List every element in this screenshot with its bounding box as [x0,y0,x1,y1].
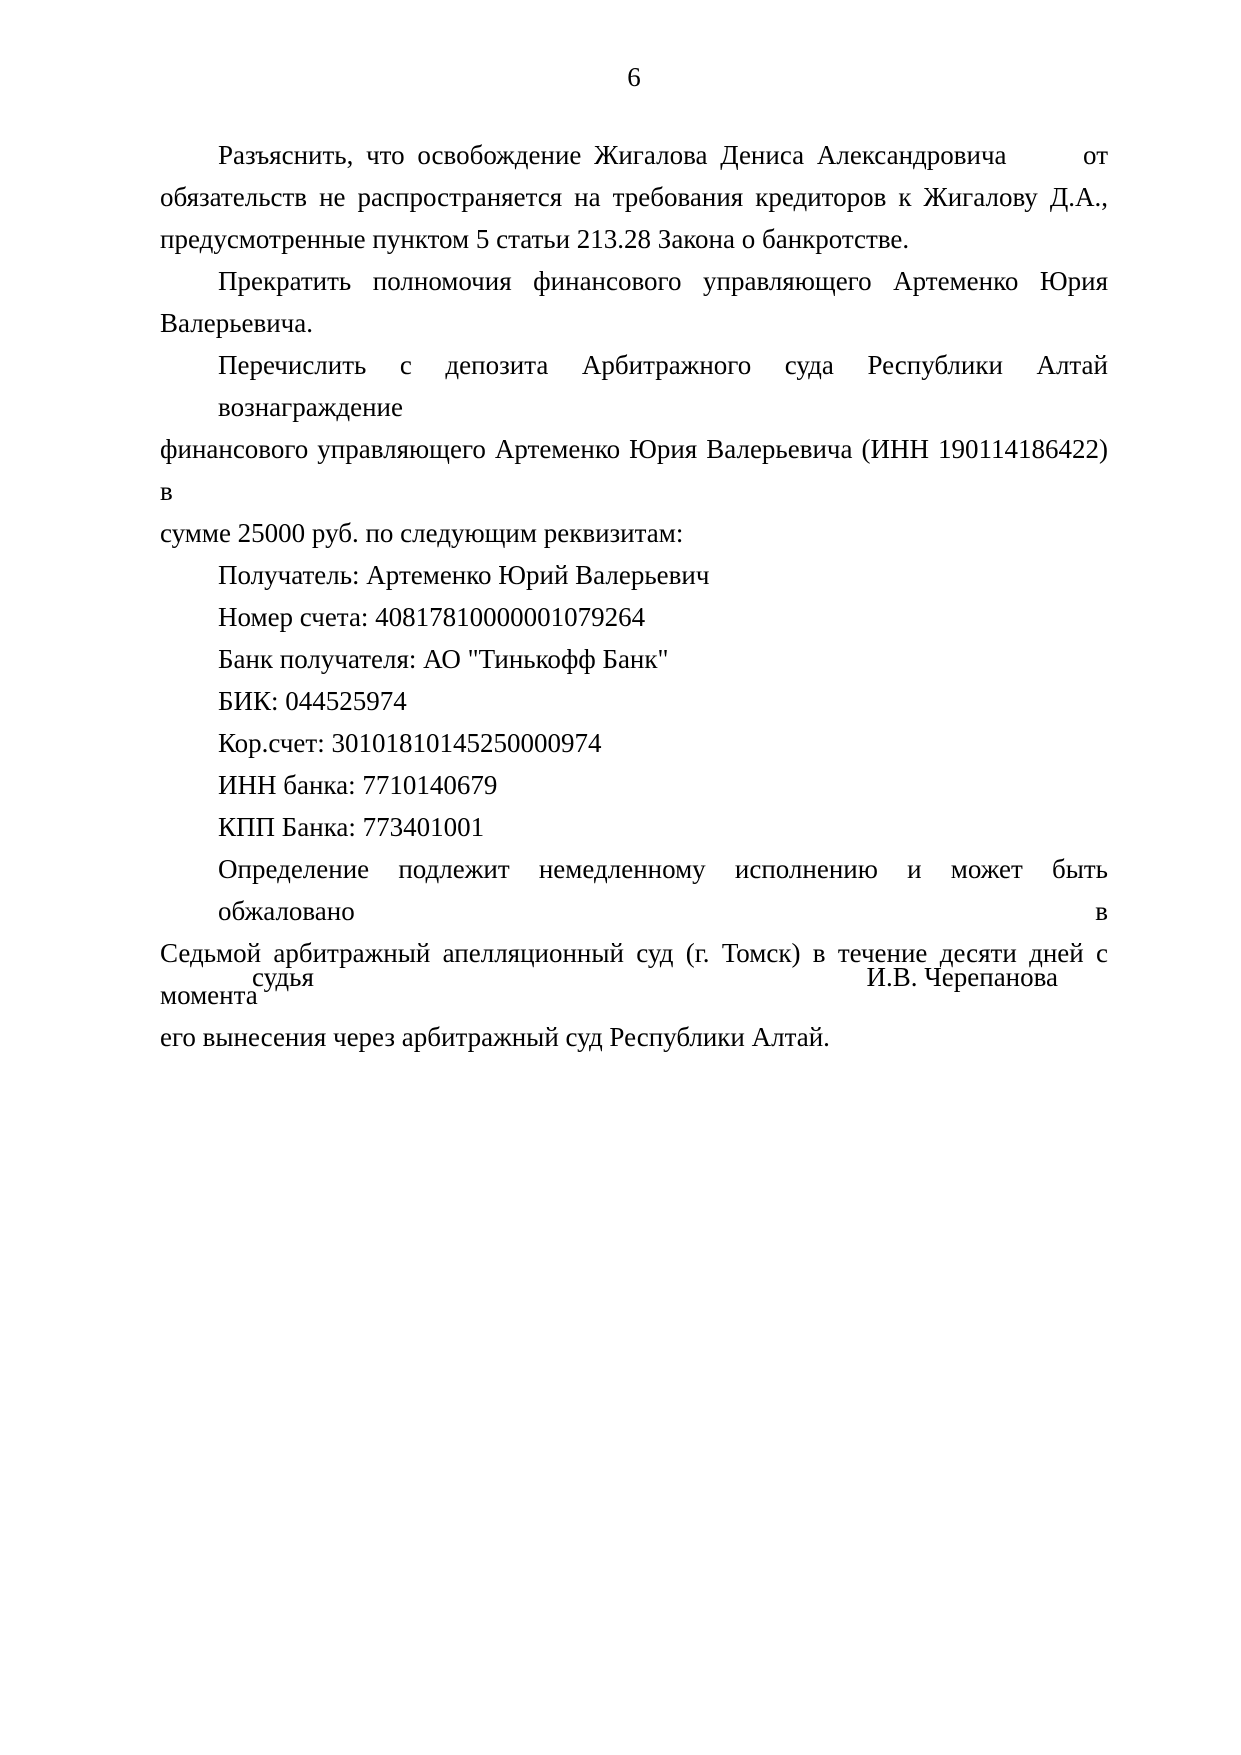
document-body [160,134,1108,1058]
text-line: финансового управляющего Артеменко Юрия Валерьевича (ИНН 190114186422) в [160,434,1108,506]
requisite-line: БИК: 044525974 [218,686,407,716]
judge-title: судья [252,962,314,992]
page-number: 6 [627,62,641,92]
text-line: Прекратить полномочия финансового управляющего Артеменко Юрия [218,266,1108,296]
text-line: его вынесения через арбитражный суд Республики Алтай. [160,1022,830,1052]
requisite-line: Кор.счет: 30101810145250000974 [218,728,602,758]
requisite-line: Банк получателя: АО "Тинькофф Банк" [218,644,669,674]
text-line: Определение подлежит немедленному исполнению и может быть обжаловано в [218,854,1108,926]
text-line: Перечислить с депозита Арбитражного суда Республики Алтай вознаграждение [218,350,1108,422]
requisite-line: ИНН банка: 7710140679 [218,770,498,800]
text-line: обязательств не распространяется на требования кредиторов к Жигалову Д.А., [160,182,1108,212]
text-line: сумме 25000 руб. по следующим реквизитам: [160,518,684,548]
text-line: Разъяснить, что освобождение Жигалова Дениса Александровича от [218,140,1108,170]
payment-paragraph [160,344,1108,554]
text-line: предусмотренные пунктом 5 статьи 213.28 Закона о банкротстве. [160,224,910,254]
text-line: Валерьевича. [160,308,313,338]
signature-row [160,956,1108,998]
termination-paragraph [160,260,1108,344]
text-line: Седьмой арбитражный апелляционный суд (г. Томск) в течение десяти дней с момента [160,938,1108,1010]
clarification-paragraph [160,134,1108,260]
requisite-line: Номер счета: 40817810000001079264 [218,602,646,632]
requisite-line: КПП Банка: 773401001 [218,812,485,842]
appeal-paragraph [160,848,1108,1058]
requisite-line: Получатель: Артеменко Юрий Валерьевич [218,560,710,590]
requisites-list [160,554,1108,848]
judge-name: И.В. Черепанова [866,962,1058,992]
